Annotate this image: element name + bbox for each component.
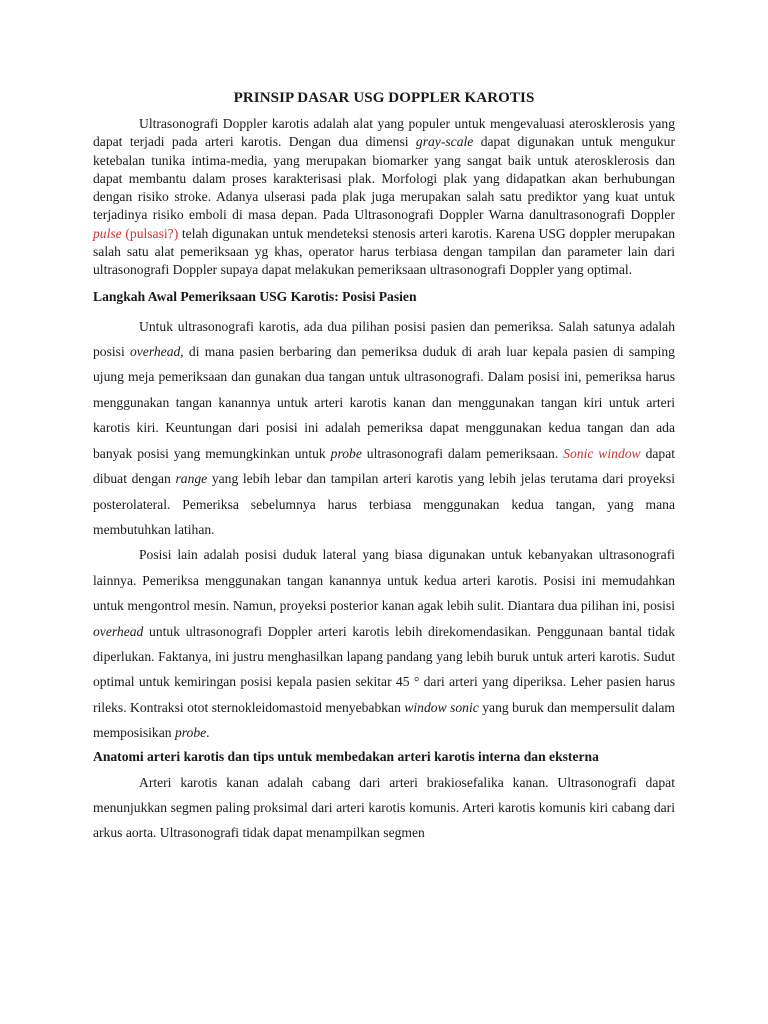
intro-text-2: dapat digunakan untuk mengukur ketebalan tunika intima-media, yang merupakan biomarker yang sangat baik untuk aterosklerosis dan dapat membantu dalam proses karakterisasi plak. Morfologi plak yang didapatkan akan berhubungan dengan risiko stroke. Adanya ulserasi pada plak juga merupakan salah satu prediktor yang kuat untuk terjadinya risiko emboli di masa depan. Pada Ultrasonografi Doppler Warna danultrasonografi Doppler — [93, 134, 675, 223]
intro-red-italic-pulse: pulse — [93, 225, 122, 241]
intro-red-highlight — [93, 226, 178, 241]
s2-text-1: Posisi lain adalah posisi duduk lateral yang biasa digunakan untuk kebanyakan ultrasonografi lainnya. Pemeriksa menggunakan tangan kanannya untuk kedua arteri karotis. Posisi ini memudahkan untuk mengontrol mesin. Namun, proyeksi posterior kanan agak lebih sulit. Diantara dua pilihan ini, posisi — [93, 547, 675, 614]
s1-text-2: , di mana pasien berbaring dan pemeriksa duduk di arah luar kepala pasien di samping ujung meja pemeriksaan dan gunakan dua tangan untuk ultrasonografi. Dalam posisi ini, pemeriksa harus menggunakan tangan kanannya untuk arteri karotis kanan dan menggunakan tangan kiri untuk arteri karotis kiri. Keuntungan dari posisi ini adalah pemeriksa dapat menggunakan kedua tangan dan ada banyak posisi yang memungkinkan untuk — [93, 344, 675, 461]
intro-italic-grayscale: gray-scale — [415, 134, 474, 150]
intro-text-1: Ultrasonografi Doppler karotis adalah alat yang populer untuk mengevaluasi aterosklerosis yang dapat terjadi pada arteri karotis. Dengan dua dimensi — [93, 116, 675, 150]
intro-red-pulsasi: (pulsasi?) — [121, 225, 179, 241]
s1-italic-probe: probe — [330, 445, 362, 461]
intro-text-3: telah digunakan untuk mendeteksi stenosis arteri karotis. Karena USG doppler merupakan salah satu alat pemeriksaan yg khas, operator harus terbiasa dengan tampilan dan parameter lain dari ultrasonografi Doppler supaya dapat melakukan pemeriksaan ultrasonografi Doppler yang optimal. — [93, 225, 675, 278]
s1-text-4: dapat dibuat dengan — [93, 445, 676, 487]
s2-italic-overhead: overhead — [93, 623, 144, 639]
section3-paragraph — [93, 770, 675, 846]
s1-italic-range: range — [175, 471, 208, 487]
document-page — [93, 88, 675, 846]
section-heading-posisi-pasien: Langkah Awal Pemeriksaan USG Karotis: Posisi Pasien — [93, 288, 417, 304]
s2-text-4: . — [206, 725, 210, 741]
s1-text-3: ultrasonografi dalam pemeriksaan. — [361, 445, 564, 461]
document-title: PRINSIP DASAR USG DOPPLER KAROTIS — [233, 90, 535, 106]
section2-paragraph — [93, 542, 675, 745]
s2-text-3: yang buruk dan mempersulit dalam memposisikan — [93, 699, 675, 741]
intro-paragraph — [93, 115, 675, 280]
s1-italic-overhead: overhead — [129, 344, 181, 360]
s1-text-5: yang lebih lebar dan tampilan arteri karotis yang lebih jelas terutama dari proyeksi posterolateral. Pemeriksa sebelumnya harus terbiasa menggunakan kedua tangan, yang mana membutuhkan latihan. — [93, 471, 675, 537]
section-heading-anatomi: Anatomi arteri karotis dan tips untuk membedakan arteri karotis interna dan eksterna — [93, 748, 599, 764]
s1-text-1: Untuk ultrasonografi karotis, ada dua pilihan posisi pasien dan pemeriksa. Salah satunya adalah posisi — [93, 318, 675, 360]
s2-text-2: untuk ultrasonografi Doppler arteri karotis lebih direkomendasikan. Penggunaan bantal tidak diperlukan. Faktanya, ini justru menghasilkan lapang pandang yang lebih buruk untuk arteri karotis. Sudut optimal untuk kemiringan posisi kepala pasien sekitar 45 ° dari arteri yang diperiksa. Leher pasien harus rileks. Kontraksi otot sternokleidomastoid menyebabkan — [93, 623, 675, 715]
s2-italic-probe: probe — [174, 725, 207, 741]
s1-red-sonic-window: Sonic window — [563, 445, 641, 461]
section1-paragraph — [93, 314, 675, 543]
s3-text-1: Arteri karotis kanan adalah cabang dari arteri brakiosefalika kanan. Ultrasonografi dapat menunjukkan segmen paling proksimal dari arteri karotis komunis. Arteri karotis komunis kiri cabang dari arkus aorta. Ultrasonografi tidak dapat menampilkan segmen — [93, 774, 675, 841]
s2-italic-window-sonic: window sonic — [404, 699, 479, 715]
